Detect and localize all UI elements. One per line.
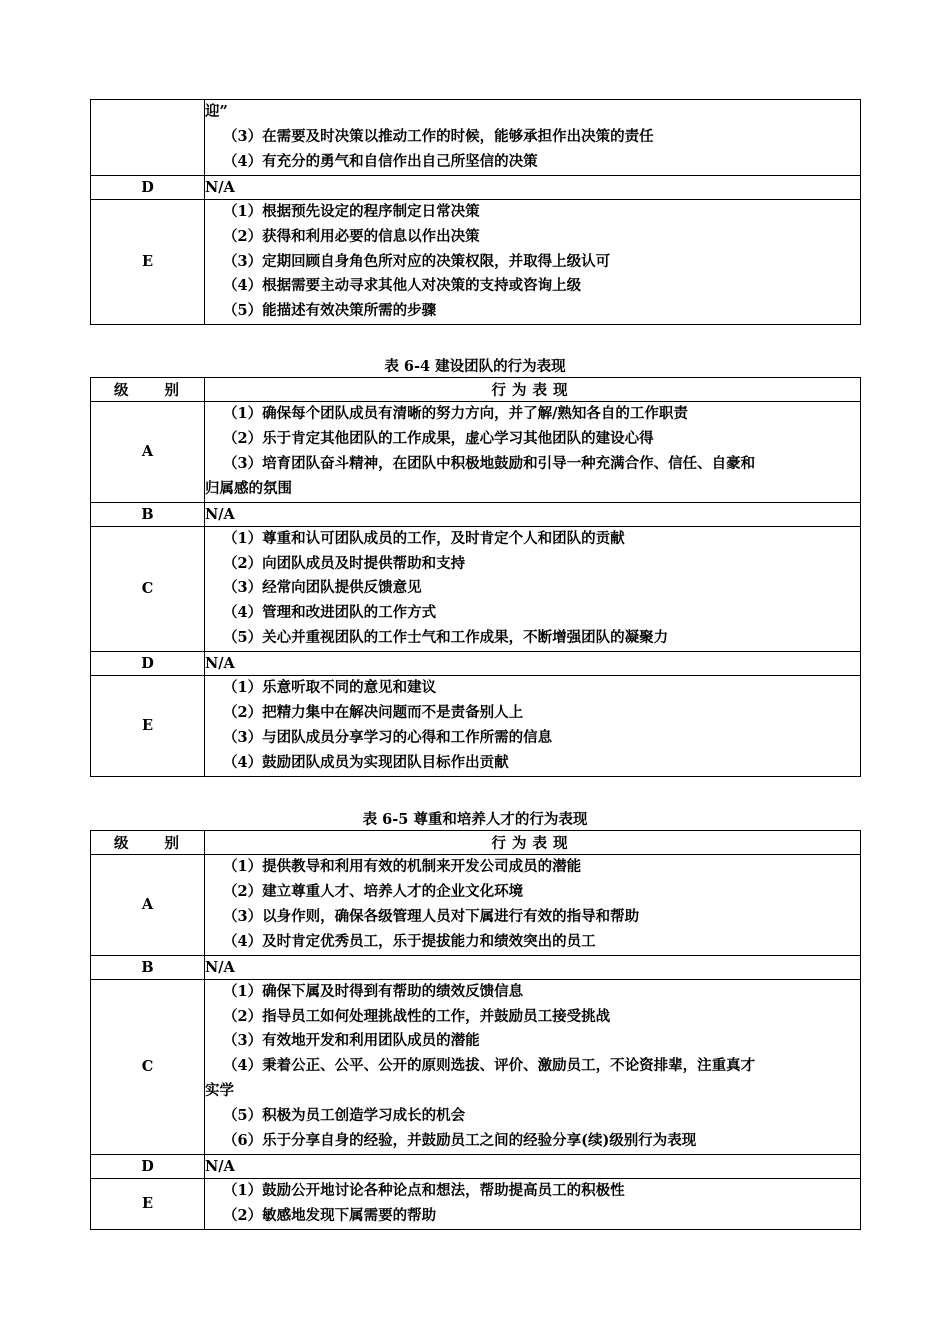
behavior-line: （1）根据预先设定的程序制定日常决策 — [223, 202, 480, 220]
behavior-line: （3）经常向团队提供反馈意见 — [223, 579, 422, 597]
not-applicable-cell: N/A — [205, 1154, 861, 1178]
behavior-column-header: 行为表现 — [205, 378, 861, 402]
table-6-4-caption: 表 6-4 建设团队的行为表现 — [384, 358, 566, 375]
table-body — [91, 378, 861, 777]
behavior-cell — [205, 979, 861, 1154]
table-row — [91, 676, 861, 777]
behavior-line: 归属感的氛围 — [205, 479, 292, 497]
behavior-line: （2）向团队成员及时提供帮助和支持 — [223, 554, 466, 572]
table-row — [91, 526, 861, 652]
behavior-line: 实学 — [205, 1082, 234, 1100]
table-header-row — [91, 378, 861, 402]
behavior-line: （1）提供教导和利用有效的机制来开发公司成员的潜能 — [223, 858, 582, 875]
behavior-line: （2）指导员工如何处理挑战性的工作，并鼓励员工接受挑战 — [223, 1007, 611, 1025]
header-level-char-1: 级 — [114, 835, 131, 852]
header-level-char-2: 别 — [164, 835, 181, 852]
table-row — [91, 199, 861, 325]
table-row — [91, 1178, 861, 1229]
behavior-line: （2）乐于肯定其他团队的工作成果，虚心学习其他团队的建设心得 — [223, 429, 654, 447]
behavior-line: （2）敏感地发现下属需要的帮助 — [223, 1206, 437, 1224]
decision-table-continued — [90, 99, 861, 325]
not-applicable-cell: N/A — [205, 955, 861, 979]
behavior-line: （1）尊重和认可团队成员的工作，及时肯定个人和团队的贡献 — [223, 529, 625, 547]
level-cell: D — [91, 652, 205, 676]
not-applicable-cell: N/A — [205, 652, 861, 676]
table-6-5-caption: 表 6-5 尊重和培养人才的行为表现 — [362, 811, 588, 828]
not-applicable-cell: N/A — [205, 502, 861, 526]
behavior-line: （4）及时肯定优秀员工，乐于提拔能力和绩效突出的员工 — [223, 932, 596, 950]
table-row — [91, 502, 861, 526]
behavior-line: （4）秉着公正、公平、公开的原则选拔、评价、激励员工，不论资排辈，注重真才 — [223, 1057, 756, 1075]
behavior-cell — [205, 402, 861, 503]
level-cell: E — [91, 676, 205, 777]
behavior-line: （3）有效地开发和利用团队成员的潜能 — [223, 1032, 480, 1050]
behavior-line: （4）鼓励团队成员为实现团队目标作出贡献 — [223, 753, 509, 771]
behavior-line: （1）确保每个团队成员有清晰的努力方向，并了解/熟知各自的工作职责 — [223, 405, 688, 422]
level-column-header — [91, 378, 205, 402]
behavior-line: （2）获得和利用必要的信息以作出决策 — [223, 227, 480, 245]
table-row — [91, 175, 861, 199]
level-cell: C — [91, 526, 205, 652]
team-building-table — [90, 377, 861, 777]
behavior-cell — [205, 526, 861, 652]
level-column-header — [91, 831, 205, 855]
behavior-line: （6）乐于分享自身的经验，并鼓励员工之间的经验分享(续)级别行为表现 — [223, 1132, 697, 1150]
table-row — [91, 855, 861, 956]
behavior-column-header: 行为表现 — [205, 831, 861, 855]
table-body — [91, 831, 861, 1230]
behavior-cell — [205, 676, 861, 777]
behavior-line: （1）乐意听取不同的意见和建议 — [223, 679, 437, 697]
behavior-line: （4）根据需要主动寻求其他人对决策的支持或咨询上级 — [223, 277, 582, 295]
behavior-cell — [205, 100, 861, 176]
table-row — [91, 100, 861, 176]
behavior-line: （3）在需要及时决策以推动工作的时候，能够承担作出决策的责任 — [223, 127, 654, 145]
behavior-cell — [205, 1178, 861, 1229]
level-cell: E — [91, 199, 205, 325]
table-row — [91, 1154, 861, 1178]
level-cell: E — [91, 1178, 205, 1229]
behavior-line: （2）建立尊重人才、培养人才的企业文化环境 — [223, 882, 524, 900]
behavior-line: （3）定期回顾自身角色所对应的决策权限，并取得上级认可 — [223, 252, 611, 270]
behavior-line: （1）鼓励公开地讨论各种论点和想法，帮助提高员工的积极性 — [223, 1181, 625, 1199]
behavior-line: 迎” — [205, 103, 228, 120]
level-cell: A — [91, 855, 205, 956]
behavior-line: （4）有充分的勇气和自信作出自己所坚信的决策 — [223, 152, 538, 170]
header-level-char-2: 别 — [164, 382, 181, 399]
table-row — [91, 652, 861, 676]
level-cell — [91, 100, 205, 176]
level-cell: C — [91, 979, 205, 1154]
table-row — [91, 402, 861, 503]
behavior-line: （5）积极为员工创造学习成长的机会 — [223, 1107, 466, 1125]
behavior-line: （1）确保下属及时得到有帮助的绩效反馈信息 — [223, 982, 524, 1000]
table-row — [91, 955, 861, 979]
behavior-line: （4）管理和改进团队的工作方式 — [223, 604, 437, 622]
table-body — [91, 100, 861, 325]
talent-development-table — [90, 830, 861, 1230]
behavior-line: （5）关心并重视团队的工作士气和工作成果，不断增强团队的凝聚力 — [223, 629, 669, 647]
behavior-cell — [205, 199, 861, 325]
level-cell: A — [91, 402, 205, 503]
behavior-line: （3）与团队成员分享学习的心得和工作所需的信息 — [223, 728, 553, 746]
header-level-char-1: 级 — [114, 382, 131, 399]
level-cell: B — [91, 955, 205, 979]
behavior-cell — [205, 855, 861, 956]
level-cell: D — [91, 175, 205, 199]
level-cell: D — [91, 1154, 205, 1178]
not-applicable-cell: N/A — [205, 175, 861, 199]
behavior-line: （5）能描述有效决策所需的步骤 — [223, 302, 437, 320]
behavior-line: （3）培育团队奋斗精神，在团队中积极地鼓励和引导一种充满合作、信任、自豪和 — [223, 454, 756, 472]
table-row — [91, 979, 861, 1154]
table-header-row — [91, 831, 861, 855]
level-cell: B — [91, 502, 205, 526]
behavior-line: （2）把精力集中在解决问题而不是责备别人上 — [223, 704, 524, 722]
behavior-line: （3）以身作则，确保各级管理人员对下属进行有效的指导和帮助 — [223, 907, 640, 925]
